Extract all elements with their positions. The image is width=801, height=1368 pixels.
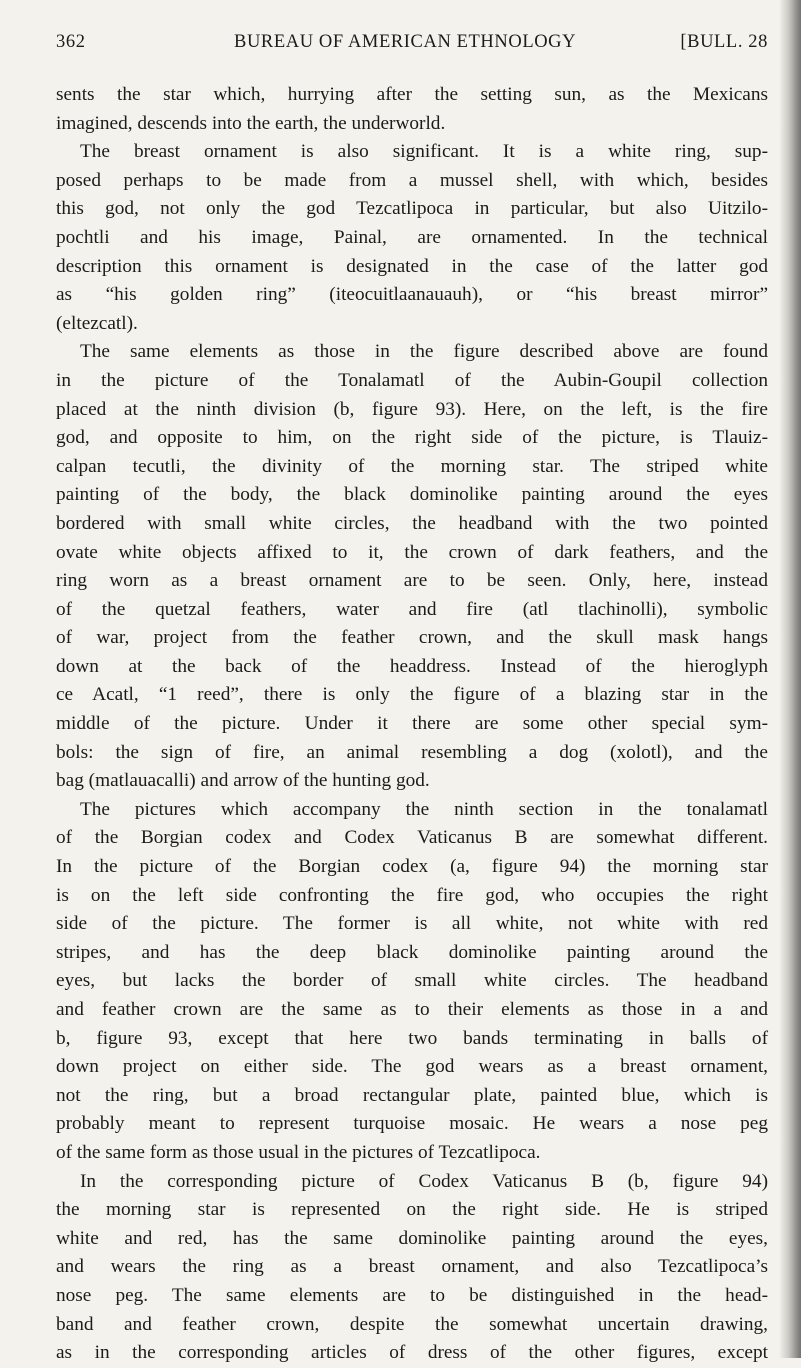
text-line: calpan tecutli, the divinity of the morning star. The striped white bbox=[56, 455, 768, 477]
text-line: In the picture of the Borgian codex (a, figure 94) the morning star bbox=[56, 856, 768, 878]
text-line: band and feather crown, despite the somewhat uncertain drawing, bbox=[56, 1313, 768, 1335]
text-line: not the ring, but a broad rectangular plate, painted blue, which is bbox=[56, 1084, 768, 1106]
page-header bbox=[56, 32, 768, 62]
page-number: 362 bbox=[56, 32, 86, 52]
bulletin-reference: [BULL. 28 bbox=[680, 32, 768, 52]
text-line: this god, not only the god Tezcatlipoca in particular, but also Uitzilo- bbox=[56, 198, 768, 220]
text-line: white and red, has the same dominolike painting around the eyes, bbox=[56, 1227, 768, 1249]
text-line: side of the picture. The former is all white, not white with red bbox=[56, 913, 768, 935]
text-line: ovate white objects affixed to it, the crown of dark feathers, and the bbox=[56, 541, 768, 563]
text-line: as “his golden ring” (iteocuitlaanauauh), or “his breast mirror” bbox=[56, 284, 768, 306]
text-line: placed at the ninth division (b, figure 93). Here, on the left, is the fire bbox=[56, 398, 768, 420]
text-line: as in the corresponding articles of dress of the other figures, except bbox=[56, 1342, 768, 1364]
text-line: of the same form as those usual in the pictures of Tezcatlipoca. bbox=[56, 1141, 541, 1163]
text-line: middle of the picture. Under it there are some other special sym- bbox=[56, 713, 768, 735]
paragraph-start-line: The same elements as those in the figure described above are found bbox=[80, 341, 768, 363]
text-line: posed perhaps to be made from a mussel shell, with which, besides bbox=[56, 169, 768, 191]
text-line: and wears the ring as a breast ornament, and also Tezcatlipoca’s bbox=[56, 1256, 768, 1278]
text-line: b, figure 93, except that here two bands terminating in balls of bbox=[56, 1027, 768, 1049]
text-line: eyes, but lacks the border of small white circles. The headband bbox=[56, 970, 768, 992]
text-line: description this ornament is designated in the case of the latter god bbox=[56, 255, 768, 277]
body-text bbox=[56, 81, 768, 1368]
text-line: god, and opposite to him, on the right side of the picture, is Tlauiz- bbox=[56, 427, 768, 449]
text-line: of the Borgian codex and Codex Vaticanus B are somewhat different. bbox=[56, 827, 768, 849]
text-line: and feather crown are the same as to their elements as those in a and bbox=[56, 999, 768, 1020]
text-line: down at the back of the headdress. Instead of the hieroglyph bbox=[56, 655, 768, 677]
paragraph-start-line: In the corresponding picture of Codex Vaticanus B (b, figure 94) bbox=[80, 1170, 768, 1192]
text-line: pochtli and his image, Painal, are ornamented. In the technical bbox=[56, 226, 768, 248]
text-line: is on the left side confronting the fire god, who occupies the right bbox=[56, 884, 768, 906]
text-line: the morning star is represented on the right side. He is striped bbox=[56, 1199, 768, 1221]
text-line: bols: the sign of fire, an animal resembling a dog (xolotl), and the bbox=[56, 741, 768, 763]
text-line: of war, project from the feather crown, and the skull mask hangs bbox=[56, 627, 768, 649]
text-line: bordered with small white circles, the headband with the two pointed bbox=[56, 512, 768, 534]
text-line: (eltezcatl). bbox=[56, 312, 138, 334]
text-line: down project on either side. The god wears as a breast ornament, bbox=[56, 1056, 768, 1078]
text-line: ring worn as a breast ornament are to be seen. Only, here, instead bbox=[56, 570, 768, 592]
text-line: painting of the body, the black dominolike painting around the eyes bbox=[56, 484, 768, 506]
paragraph-start-line: The pictures which accompany the ninth section in the tonalamatl bbox=[80, 798, 768, 820]
page-edge-shadow bbox=[779, 0, 801, 1358]
text-line: ce Acatl, “1 reed”, there is only the figure of a blazing star in the bbox=[56, 684, 768, 706]
running-title: BUREAU OF AMERICAN ETHNOLOGY bbox=[234, 32, 577, 52]
text-line: imagined, descends into the earth, the underworld. bbox=[56, 112, 446, 134]
text-line: sents the star which, hurrying after the setting sun, as the Mexicans bbox=[56, 84, 768, 105]
text-line: in the picture of the Tonalamatl of the Aubin-Goupil collection bbox=[56, 369, 768, 391]
text-line: bag (matlauacalli) and arrow of the hunting god. bbox=[56, 770, 430, 792]
text-line: nose peg. The same elements are to be distinguished in the head- bbox=[56, 1284, 768, 1306]
paragraph-start-line: The breast ornament is also significant. It is a white ring, sup- bbox=[80, 141, 768, 163]
text-line: probably meant to represent turquoise mosaic. He wears a nose peg bbox=[56, 1113, 768, 1135]
text-line: stripes, and has the deep black dominolike painting around the bbox=[56, 941, 768, 963]
text-line: of the quetzal feathers, water and fire (atl tlachinolli), symbolic bbox=[56, 598, 768, 620]
